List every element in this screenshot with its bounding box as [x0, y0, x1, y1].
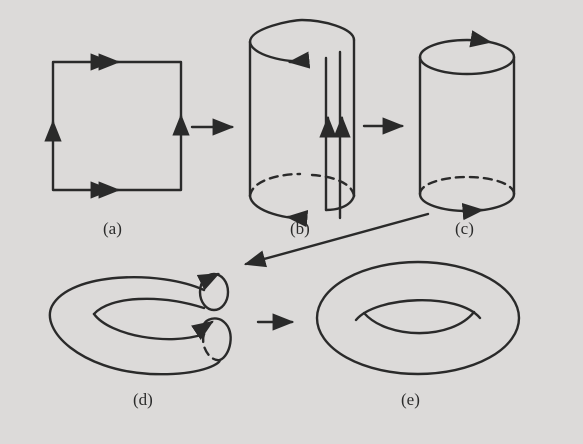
panel-a-square	[53, 62, 181, 190]
caption-d: (d)	[133, 390, 153, 409]
caption-b: (b)	[290, 219, 310, 238]
panel-d-bent-cylinder	[50, 274, 231, 374]
caption-c: (c)	[455, 219, 474, 238]
caption-a: (a)	[103, 219, 122, 238]
panel-e-torus	[317, 262, 519, 374]
arrow-c-to-d-icon	[246, 214, 428, 264]
caption-e: (e)	[401, 390, 420, 409]
panel-c-cylinder	[420, 40, 514, 211]
panel-b-cylinder-seam	[250, 20, 354, 218]
